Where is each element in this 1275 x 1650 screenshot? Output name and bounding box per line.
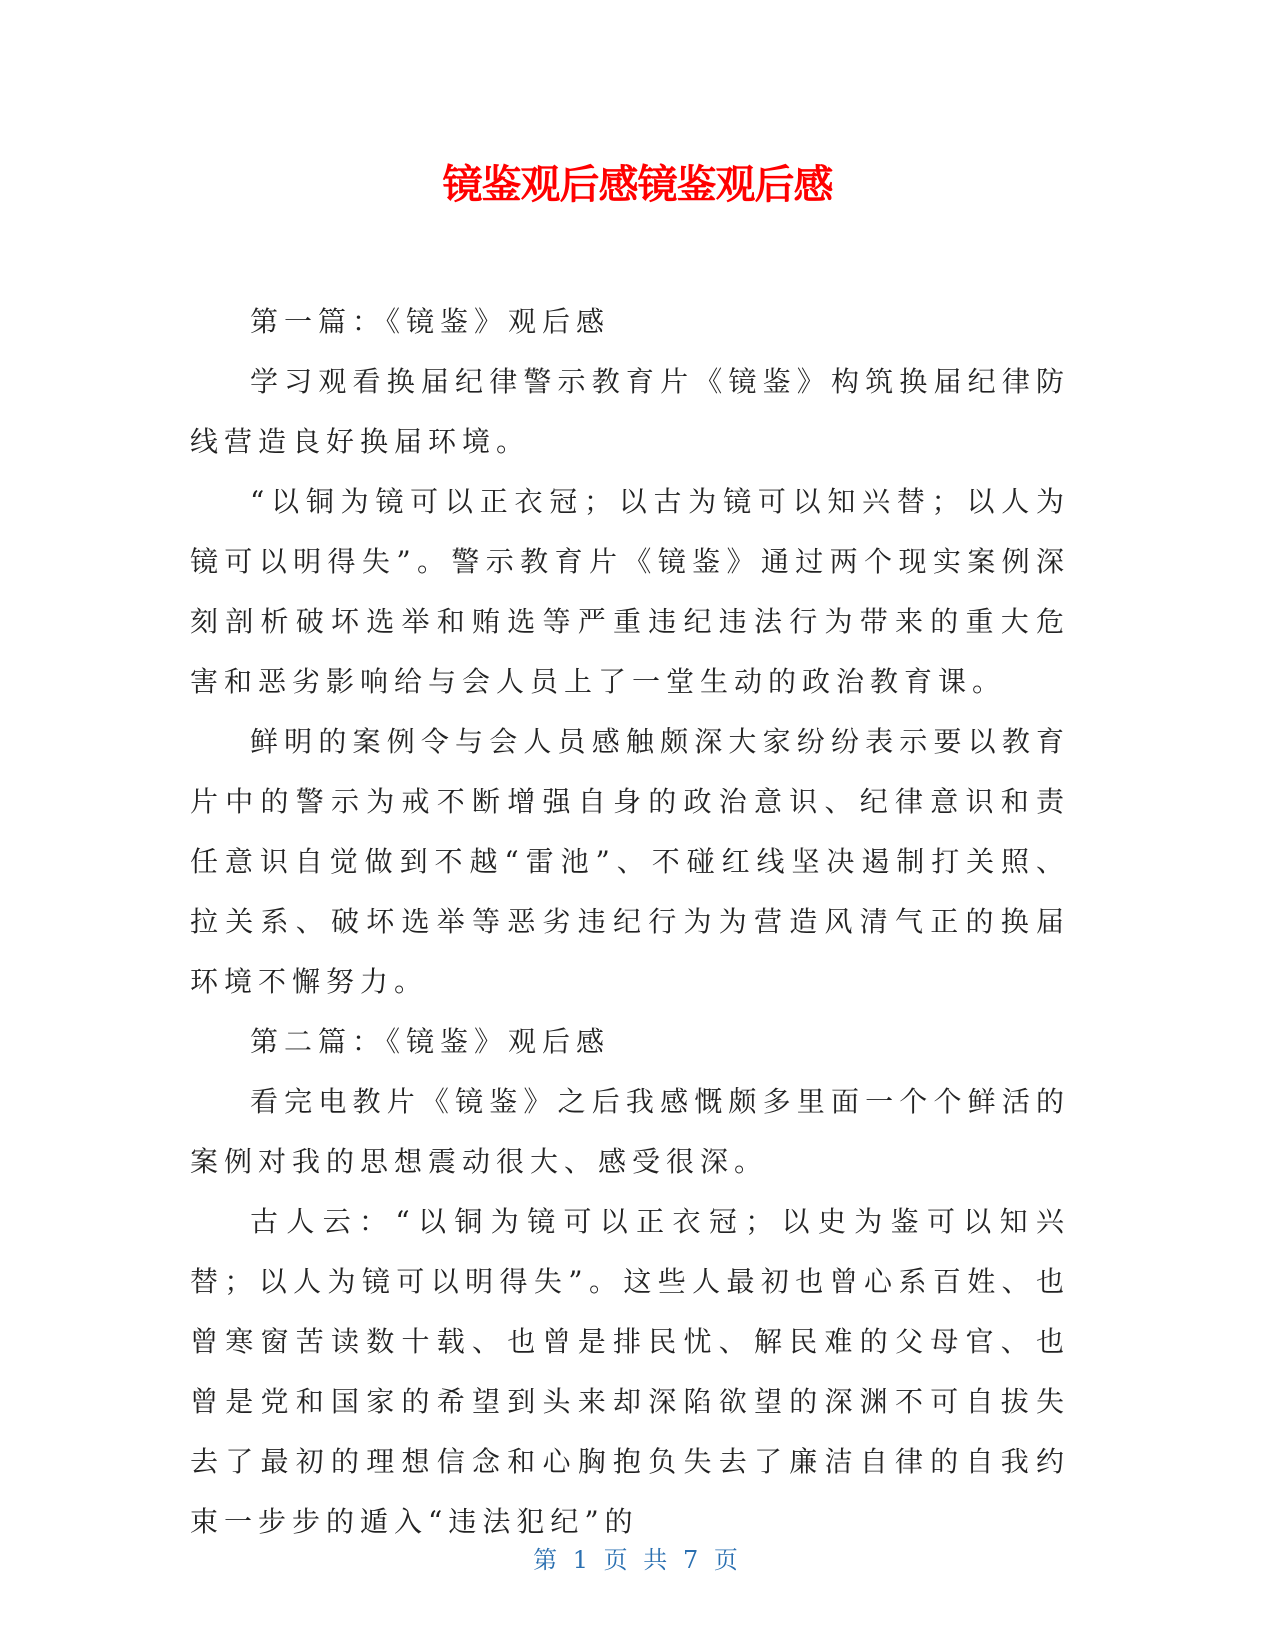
section-heading-1: 第一篇：《镜鉴》观后感 [250, 305, 611, 338]
paragraph: 古人云：“以铜为镜可以正衣冠；以史为鉴可以知兴替；以人为镜可以明得失”。这些人最初也曾心系百姓、也曾寒窗苦读数十载、也曾是排民忧、解民难的父母官、也曾是党和国家的希望到头来却深陷欲望的深渊不可自拔失去了最初的理想信念和心胸抱负失去了廉洁自律的自我约束一步步的遁入“违法犯纪”的 [190, 1205, 1070, 1538]
section-heading-2: 第二篇：《镜鉴》观后感 [250, 1025, 611, 1058]
page-number-footer: 第 1 页 共 7 页 [533, 1546, 742, 1574]
paragraph: 鲜明的案例令与会人员感触颇深大家纷纷表示要以教育片中的警示为戒不断增强自身的政治意识、纪律意识和责任意识自觉做到不越“雷池”、不碰红线坚决遏制打关照、拉关系、破坏选举等恶劣违纪行为为营造风清气正的换届环境不懈努力。 [190, 725, 1070, 998]
paragraph: 看完电教片《镜鉴》之后我感慨颇多里面一个个鲜活的案例对我的思想震动很大、感受很深。 [190, 1085, 1070, 1178]
paragraph: “以铜为镜可以正衣冠；以古为镜可以知兴替；以人为镜可以明得失”。警示教育片《镜鉴》通过两个现实案例深刻剖析破坏选举和贿选等严重违纪违法行为带来的重大危害和恶劣影响给与会人员上了一堂生动的政治教育课。 [190, 485, 1070, 698]
paragraph: 学习观看换届纪律警示教育片《镜鉴》构筑换届纪律防线营造良好换届环境。 [190, 365, 1070, 458]
document-title: 镜鉴观后感镜鉴观后感 [442, 162, 833, 208]
document-body [190, 292, 1070, 1552]
